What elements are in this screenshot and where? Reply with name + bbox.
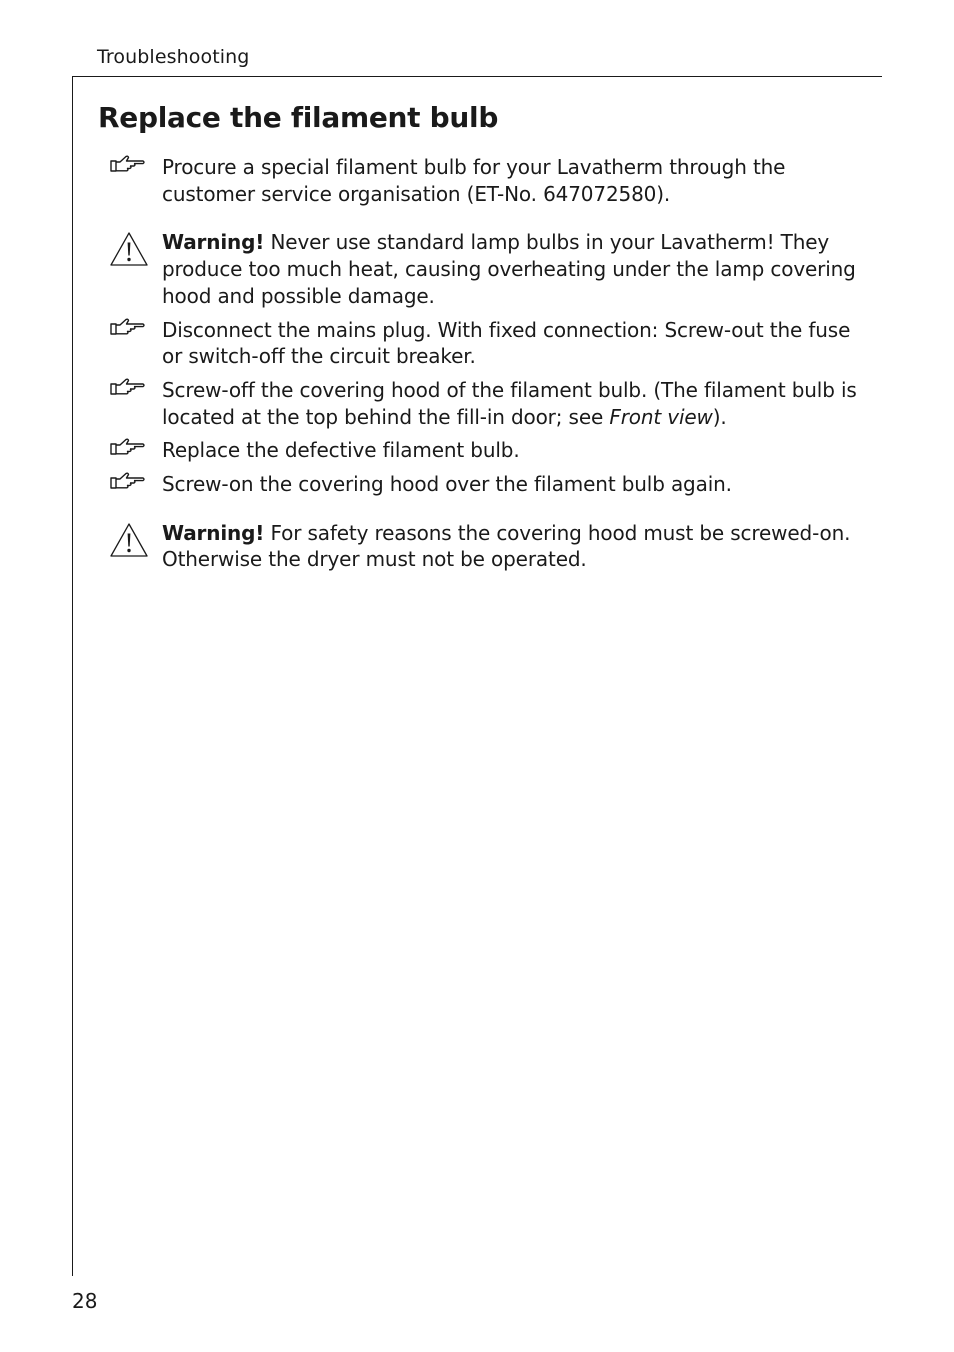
warning-label: Warning! — [162, 230, 265, 255]
step-item — [98, 377, 858, 430]
step-item — [98, 437, 858, 464]
pointing-hand-icon — [110, 437, 146, 464]
pointing-hand-icon — [110, 471, 146, 498]
warning-text: Never use standard lamp bulbs in your Lavatherm! They produce too much heat, causing overheating under the lamp covering hood and possible damage. — [162, 230, 856, 308]
header-rule — [72, 76, 882, 77]
page-number: 28 — [72, 1289, 98, 1313]
content — [98, 98, 858, 580]
warning-label: Warning! — [162, 520, 265, 545]
step-text: Screw-off the covering hood of the filament bulb. (The filament bulb is located at the top behind the fill-in door; see — [162, 377, 857, 429]
step-item — [98, 471, 858, 498]
pointing-hand-icon — [110, 377, 146, 404]
warning-triangle-icon — [109, 231, 149, 274]
step-text: Disconnect the mains plug. With fixed connection: Screw-out the fuse or switch-off the circuit breaker. — [162, 317, 851, 369]
step-item — [98, 317, 858, 370]
warning-text: For safety reasons the covering hood must be screwed-on. Otherwise the dryer must not be operated. — [162, 520, 851, 572]
warning-triangle-icon — [109, 522, 149, 565]
pointing-hand-icon — [110, 154, 146, 181]
step-text-end: ). — [712, 404, 727, 429]
step-text: Screw-on the covering hood over the filament bulb again. — [162, 472, 732, 497]
step-text: Procure a special filament bulb for your Lavatherm through the customer service organisation (ET-No. 647072580). — [162, 155, 786, 206]
section-header: Troubleshooting — [97, 46, 250, 68]
step-text: Replace the defective filament bulb. — [162, 438, 520, 463]
step-item — [98, 154, 858, 207]
warning-item — [98, 229, 858, 309]
warning-item — [98, 520, 858, 573]
margin-rule — [72, 76, 73, 1276]
pointing-hand-icon — [110, 317, 146, 344]
front-view-reference: Front view — [609, 404, 713, 429]
page-title: Replace the filament bulb — [98, 101, 499, 134]
